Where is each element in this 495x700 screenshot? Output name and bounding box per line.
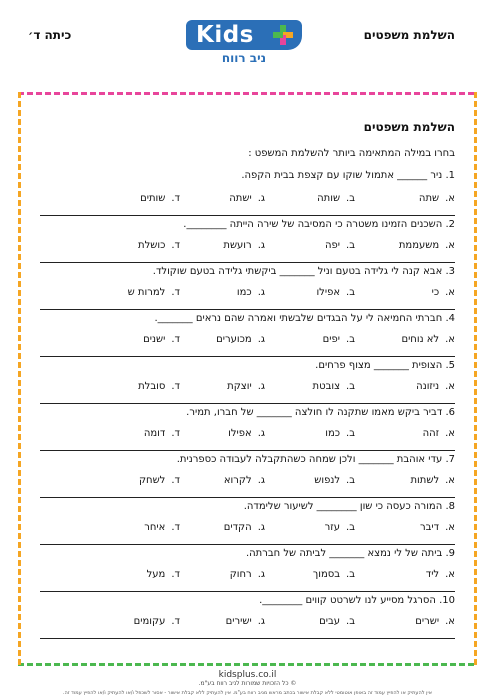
answer-option[interactable] [316, 287, 355, 298]
option-letter: ד. [171, 616, 180, 627]
question-item [40, 169, 455, 216]
question-item [40, 592, 455, 639]
answer-options [40, 193, 455, 207]
question-item [40, 216, 455, 263]
answer-option[interactable] [410, 475, 455, 486]
option-word: שתה [418, 193, 440, 204]
option-letter: ג. [257, 334, 265, 345]
answer-option[interactable] [144, 428, 180, 439]
option-letter: א. [445, 569, 455, 580]
answer-options [40, 240, 455, 254]
answer-options [40, 475, 455, 489]
answer-option[interactable] [314, 475, 355, 486]
question-sentence: הסרגל מסייע לנו לשרטט קווים ________. [259, 595, 436, 606]
option-word: יוצקת [227, 381, 252, 392]
option-word: צובטת [312, 381, 341, 392]
question-sentence: עדי אוהבת _______ ולכן שמחה כשהתקבלה לעבודה כספרנית. [176, 454, 443, 465]
footer-copyright: © כל הזכויות שמורות לניב רווח בע"מ. [198, 680, 297, 687]
option-letter: א. [445, 287, 455, 298]
option-letter: ד. [171, 287, 180, 298]
option-word: משעממת [398, 240, 440, 251]
option-letter: ג. [257, 381, 265, 392]
question-number: 9. [445, 548, 455, 559]
answer-option[interactable] [223, 240, 265, 251]
option-letter: ב. [346, 240, 355, 251]
question-item [40, 404, 455, 451]
question-text [40, 310, 455, 326]
option-word: סובלת [138, 381, 166, 392]
option-letter: ג. [257, 569, 265, 580]
option-word: לא נוחים [401, 334, 440, 345]
answer-option[interactable] [323, 334, 355, 345]
option-letter: ג. [257, 428, 265, 439]
answer-option[interactable] [423, 428, 455, 439]
option-word: אפילו [228, 428, 252, 439]
answer-options [40, 334, 455, 348]
option-letter: ב. [346, 616, 355, 627]
question-text [40, 263, 455, 279]
option-word: בסמוך [312, 569, 341, 580]
answer-option[interactable] [432, 287, 455, 298]
answer-option[interactable] [415, 616, 455, 627]
question-sentence: השכנים הזמינו משטרה כי המסיבה של שירה הייתה ________. [183, 219, 443, 230]
question-text [40, 451, 455, 467]
option-word: לקרוא [223, 475, 252, 486]
option-letter: א. [445, 193, 455, 204]
option-letter: א. [445, 240, 455, 251]
answer-options [40, 522, 455, 536]
answer-option[interactable] [128, 287, 180, 298]
answer-option[interactable] [237, 287, 265, 298]
option-letter: ג. [257, 193, 265, 204]
question-sentence: אבא קנה לי גלידה בטעם וניל _______ ביקשתי גלידה בטעם שוקולד. [152, 266, 443, 277]
option-letter: ב. [346, 381, 355, 392]
question-text [40, 357, 455, 373]
option-letter: ב. [346, 475, 355, 486]
question-item [40, 545, 455, 592]
header-title: השלמת משפטים [363, 28, 455, 42]
worksheet-title: השלמת משפטים [363, 120, 455, 134]
answer-option[interactable] [224, 522, 265, 533]
option-letter: ד. [171, 569, 180, 580]
option-letter: א. [445, 475, 455, 486]
option-letter: ב. [346, 334, 355, 345]
question-sentence: ניר ______ אתמול שוקו עם קצפת בבית הקפה. [241, 170, 443, 181]
option-letter: ד. [171, 334, 180, 345]
question-text [40, 404, 455, 420]
question-sentence: חברתי החמיאה לי על הבגדים שלבשתי ואמרה שהם נראים _______. [154, 313, 443, 324]
answer-option[interactable] [138, 381, 180, 392]
option-letter: ב. [346, 193, 355, 204]
logo-text: Kids [196, 22, 254, 48]
question-number: 7. [445, 454, 455, 465]
option-letter: ד. [171, 381, 180, 392]
plus-icon [273, 25, 293, 45]
option-word: יפה [325, 240, 341, 251]
option-word: כי [431, 287, 440, 298]
option-word: לנפוש [314, 475, 341, 486]
answer-option[interactable] [319, 616, 355, 627]
option-word: למרות ש [127, 287, 166, 298]
option-word: ישירים [225, 616, 252, 627]
logo-subtitle: ניב רווח [221, 51, 267, 65]
option-word: ליד [425, 569, 440, 580]
question-number: 10. [439, 595, 455, 606]
option-letter: א. [445, 522, 455, 533]
option-word: ישרים [415, 616, 440, 627]
option-letter: א. [445, 428, 455, 439]
worksheet [40, 120, 455, 639]
option-letter: ד. [171, 475, 180, 486]
answer-option[interactable] [416, 381, 455, 392]
option-letter: א. [445, 616, 455, 627]
question-number: 5. [445, 360, 455, 371]
question-list [40, 169, 455, 639]
option-word: לשחק [138, 475, 166, 486]
question-sentence: המורה כעסה כי שון ________ לשיעור שלימדה. [243, 501, 443, 512]
answer-option[interactable] [138, 240, 180, 251]
question-number: 1. [445, 170, 455, 181]
option-word: שותה [317, 193, 341, 204]
answer-option[interactable] [399, 240, 455, 251]
answer-option[interactable] [325, 240, 355, 251]
footer-site: kidsplus.co.il [218, 670, 277, 680]
option-word: ניזונה [416, 381, 440, 392]
option-letter: ד. [171, 193, 180, 204]
option-word: עקומים [133, 616, 166, 627]
option-word: זהה [422, 428, 440, 439]
option-word: ישנים [143, 334, 166, 345]
question-item [40, 451, 455, 498]
answer-option[interactable] [229, 193, 265, 204]
answer-option[interactable] [227, 381, 265, 392]
question-text [40, 498, 455, 514]
question-sentence: דביר ביקש מאמו שתקנה לו חולצה _______ של חברו, תמיר. [186, 407, 443, 418]
answer-option[interactable] [226, 616, 265, 627]
option-word: כושלת [138, 240, 166, 251]
answer-options [40, 616, 455, 630]
option-word: מכוערים [216, 334, 252, 345]
option-word: דיבר [420, 522, 440, 533]
frame-border-left [18, 92, 21, 666]
question-text [40, 592, 455, 608]
option-letter: ד. [171, 522, 180, 533]
option-letter: ד. [171, 240, 180, 251]
answer-options [40, 569, 455, 583]
question-text [40, 169, 455, 183]
frame-border-top [18, 92, 477, 95]
question-number: 3. [445, 266, 455, 277]
question-sentence: ביתה של לי נמצא _______ לביתה של חברתה. [245, 548, 443, 559]
option-letter: ג. [257, 287, 265, 298]
option-letter: ג. [257, 240, 265, 251]
answer-options [40, 287, 455, 301]
answer-option[interactable] [313, 569, 355, 580]
option-word: ישתה [229, 193, 252, 204]
answer-option[interactable] [325, 428, 355, 439]
option-word: אפילו [316, 287, 341, 298]
answer-option[interactable] [419, 193, 455, 204]
option-letter: ב. [346, 287, 355, 298]
option-word: הקדים [223, 522, 252, 533]
option-word: רועשת [223, 240, 252, 251]
answer-option[interactable] [230, 569, 265, 580]
answer-option[interactable] [228, 428, 265, 439]
answer-option[interactable] [216, 334, 265, 345]
answer-option[interactable] [143, 334, 180, 345]
option-letter: א. [445, 381, 455, 392]
question-item [40, 498, 455, 545]
question-number: 8. [445, 501, 455, 512]
option-letter: ג. [257, 522, 265, 533]
answer-option[interactable] [134, 616, 180, 627]
question-sentence: הצופית _______ מצוף פרחים. [315, 360, 443, 371]
frame-border-bottom [18, 663, 477, 666]
answer-option[interactable] [147, 569, 180, 580]
answer-option[interactable] [401, 334, 455, 345]
question-number: 2. [445, 219, 455, 230]
option-word: דומה [143, 428, 166, 439]
option-word: עבים [319, 616, 341, 627]
option-letter: ב. [346, 428, 355, 439]
class-label: כיתה ד׳ [28, 28, 72, 42]
option-letter: ב. [346, 569, 355, 580]
answer-options [40, 381, 455, 395]
answer-option[interactable] [325, 522, 355, 533]
option-word: עזר [324, 522, 341, 533]
question-number: 4. [445, 313, 455, 324]
kids-plus-logo [186, 20, 302, 50]
question-text [40, 545, 455, 561]
answer-option[interactable] [140, 193, 180, 204]
option-word: מעל [146, 569, 166, 580]
question-item [40, 263, 455, 310]
option-letter: ד. [171, 428, 180, 439]
question-item [40, 357, 455, 404]
option-letter: ב. [346, 522, 355, 533]
frame-border-right [474, 92, 477, 666]
option-letter: ג. [257, 475, 265, 486]
question-number: 6. [445, 407, 455, 418]
answer-option[interactable] [139, 475, 180, 486]
answer-option[interactable] [317, 193, 355, 204]
option-word: שותים [140, 193, 166, 204]
option-word: איחר [144, 522, 166, 533]
option-word: יפים [322, 334, 341, 345]
option-word: כמו [325, 428, 341, 439]
answer-option[interactable] [426, 569, 455, 580]
answer-option[interactable] [420, 522, 455, 533]
answer-option[interactable] [144, 522, 180, 533]
answer-option[interactable] [224, 475, 265, 486]
footer-legal: אין להעתיק או להפיץ עמוד זה באופן אוטומטי ללא קבלת אישור בכתב מראש מניב רווח בע"מ. אין להעתיק ללא קבלת אישור - אסור לשכפל ו/או להעתיק ו/או להפיץ עמוד זה. [62, 690, 433, 696]
option-word: לשתות [410, 475, 440, 486]
option-letter: א. [445, 334, 455, 345]
answer-option[interactable] [313, 381, 355, 392]
option-word: כמו [236, 287, 252, 298]
question-text [40, 216, 455, 232]
option-word: רחוק [229, 569, 252, 580]
answer-options [40, 428, 455, 442]
option-letter: ג. [257, 616, 265, 627]
instructions: בחרו במילה המתאימה ביותר להשלמת המשפט : [248, 148, 455, 159]
question-item [40, 310, 455, 357]
